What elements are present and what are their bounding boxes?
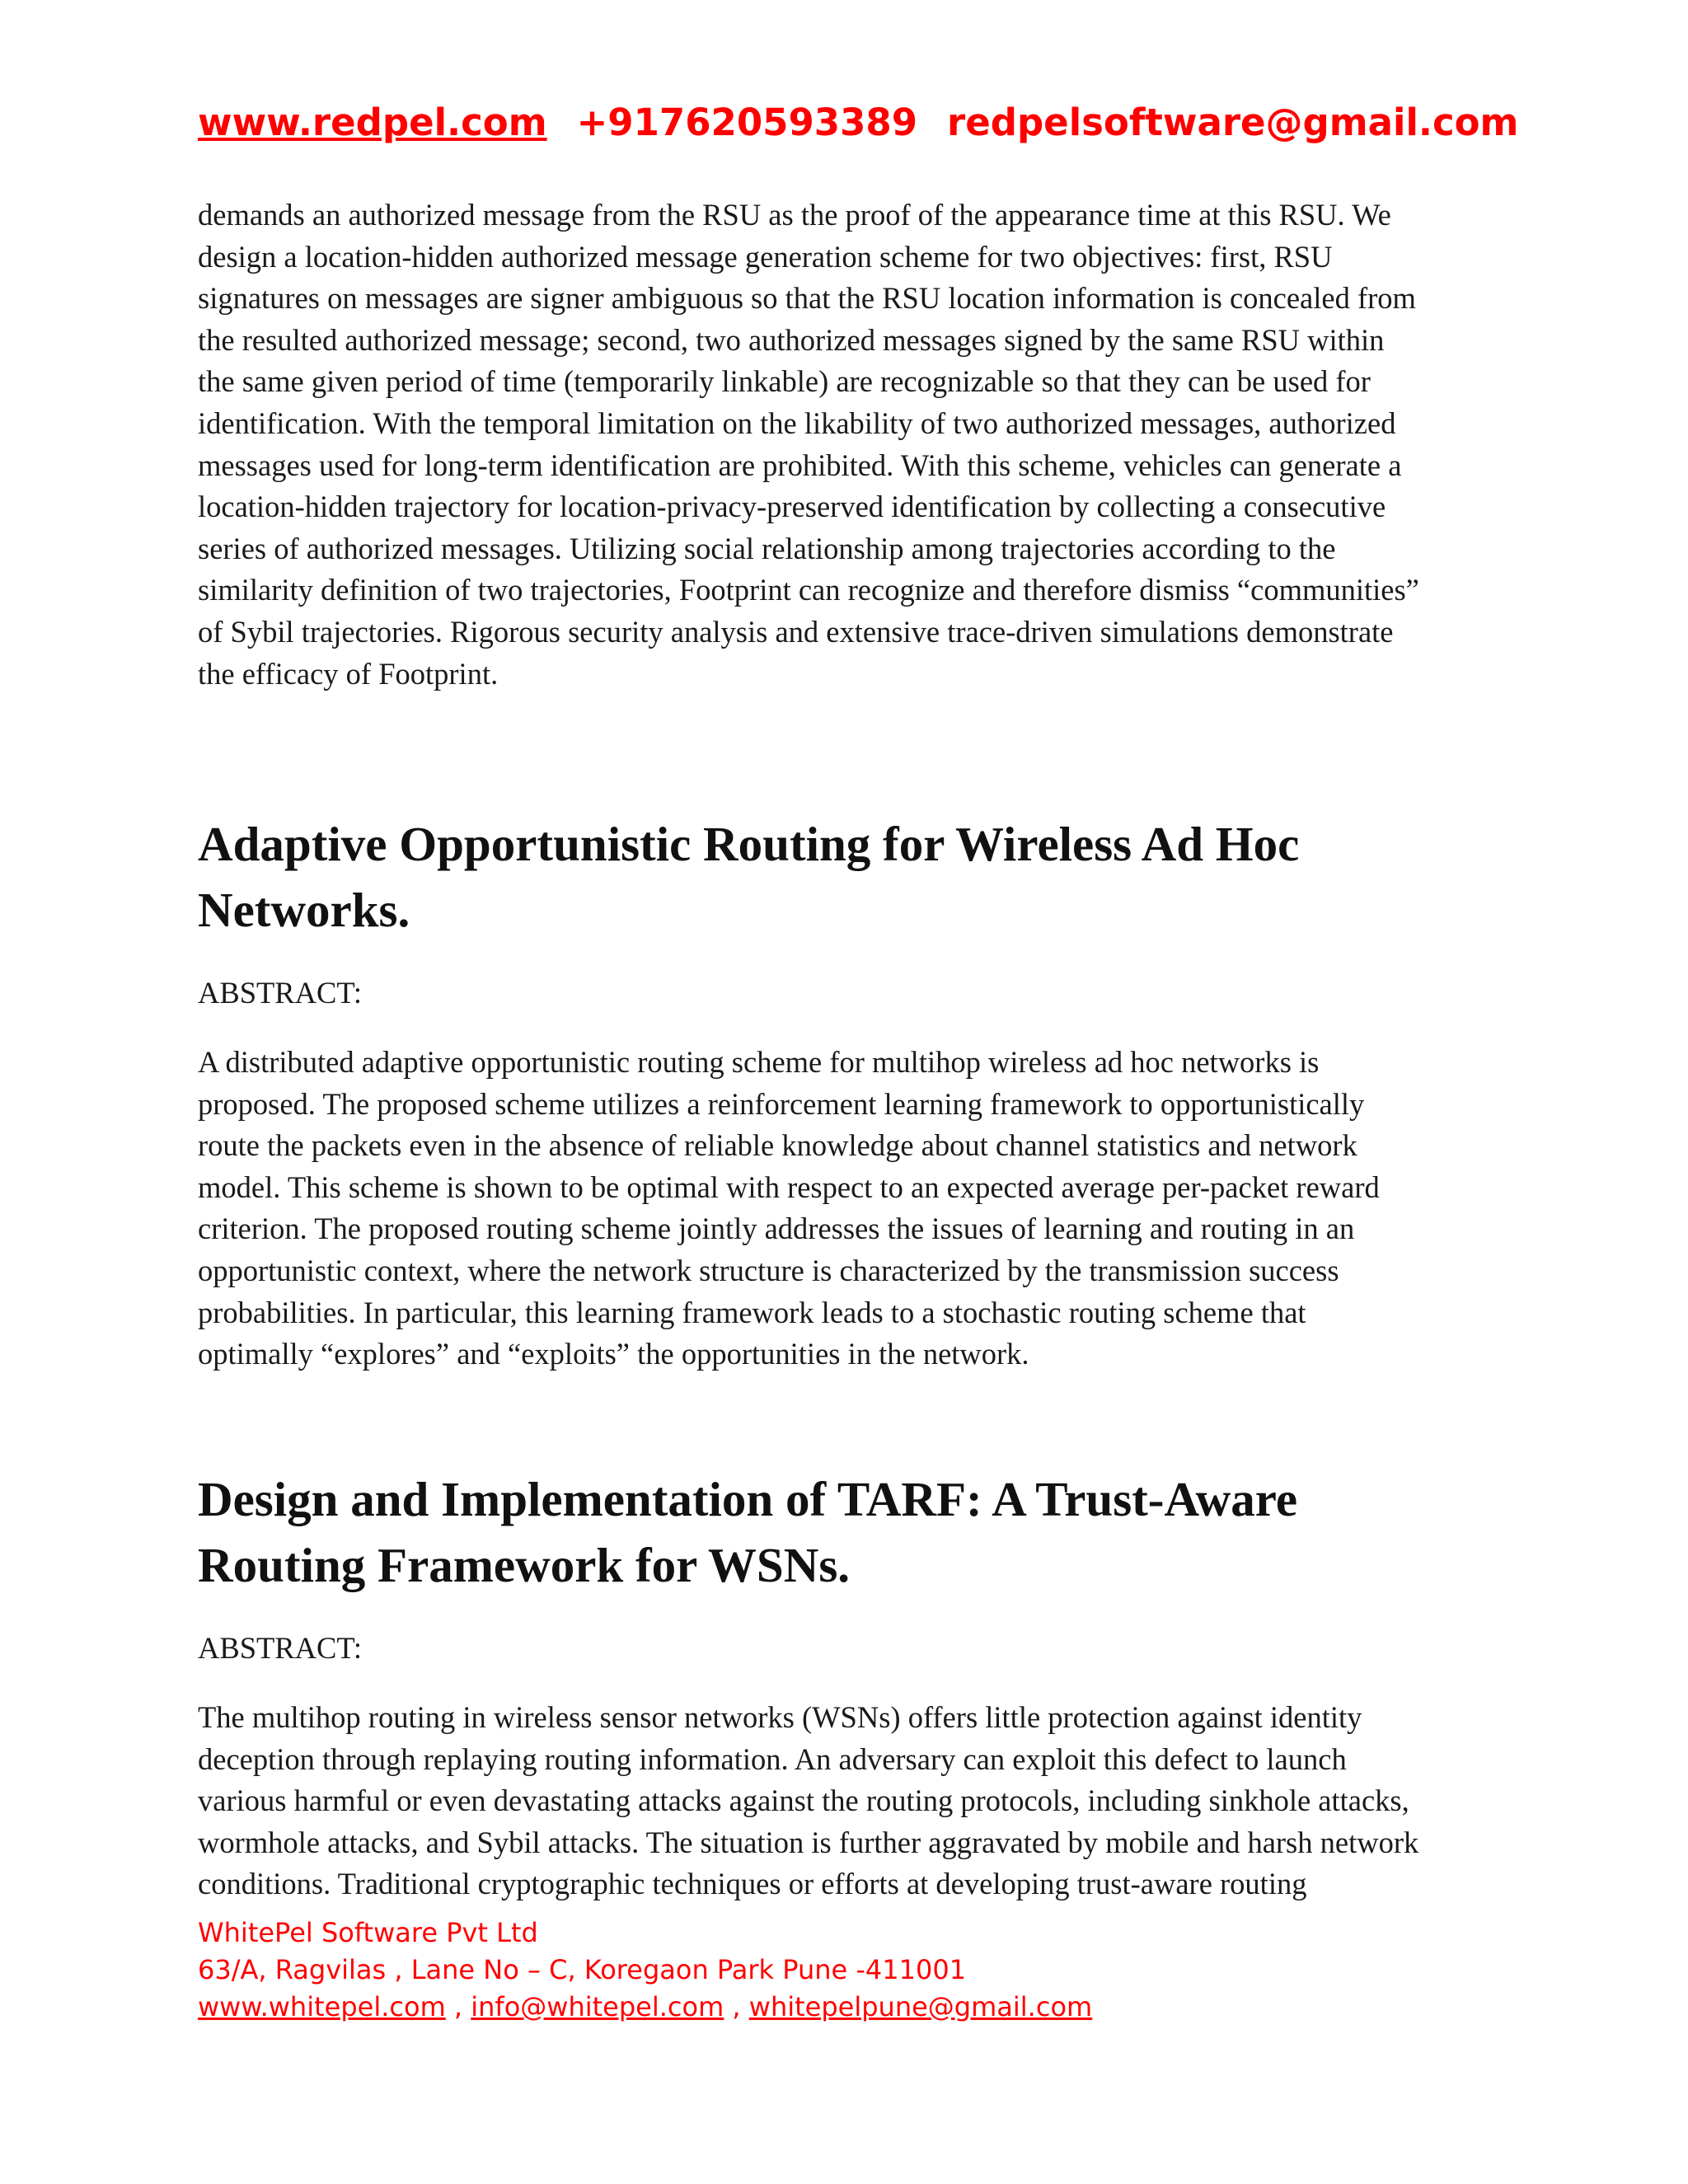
text-line: various harmful or even devastating attacks against the routing protocols, including sinkhole attacks,: [198, 1783, 1409, 1818]
text-line: proposed. The proposed scheme utilizes a reinforcement learning framework to opportunistically: [198, 1086, 1365, 1121]
gmail-email-link[interactable]: whitepelpune@gmail.com: [748, 1991, 1093, 2022]
text-line: location-hidden trajectory for location-privacy-preserved identification by collecting a consecutive: [198, 490, 1386, 524]
abstract-label: ABSTRACT:: [198, 1631, 362, 1665]
text-line: series of authorized messages. Utilizing social relationship among trajectories according to the: [198, 531, 1336, 565]
abstract-label: ABSTRACT:: [198, 976, 362, 1010]
info-email-link[interactable]: info@whitepel.com: [471, 1991, 724, 2022]
text-line: design a location-hidden authorized message generation scheme for two objectives: first, RSU: [198, 239, 1333, 274]
text-line: The multihop routing in wireless sensor networks (WSNs) offers little protection against identity: [198, 1700, 1362, 1734]
text-line: wormhole attacks, and Sybil attacks. The situation is further aggravated by mobile and harsh network: [198, 1825, 1419, 1859]
text-line: route the packets even in the absence of reliable knowledge about channel statistics and network: [198, 1128, 1357, 1163]
text-line: conditions. Traditional cryptographic techniques or efforts at developing trust-aware routing: [198, 1867, 1307, 1901]
footer-links: [198, 1989, 1092, 2026]
text-line: the efficacy of Footprint.: [198, 656, 499, 691]
footer-company: WhitePel Software Pvt Ltd: [198, 1917, 538, 1948]
intro-paragraph: [198, 194, 1517, 695]
text-line: criterion. The proposed routing scheme jointly addresses the issues of learning and routing in an: [198, 1212, 1355, 1246]
whitepel-website-link[interactable]: www.whitepel.com: [198, 1991, 446, 2022]
text-line: optimally “explores” and “exploits” the opportunities in the network.: [198, 1337, 1029, 1371]
section-title-tarf: [198, 1466, 1517, 1598]
footer-separator: ,: [445, 1991, 471, 2022]
text-line: of Sybil trajectories. Rigorous security analysis and extensive trace-driven simulations demonstrate: [198, 614, 1394, 649]
text-line: the resulted authorized message; second, two authorized messages signed by the same RSU within: [198, 322, 1385, 357]
text-line: signatures on messages are signer ambiguous so that the RSU location information is concealed from: [198, 281, 1416, 316]
contact-header: [198, 101, 1518, 144]
title-line: Adaptive Opportunistic Routing for Wireless Ad Hoc: [198, 817, 1300, 871]
text-line: model. This scheme is shown to be optimal with respect to an expected average per-packet reward: [198, 1169, 1380, 1204]
redpel-website-link[interactable]: www.redpel.com: [198, 101, 547, 144]
header-phone: +917620593389: [576, 101, 918, 144]
section-title-adaptive-routing: [198, 811, 1517, 943]
text-line: A distributed adaptive opportunistic routing scheme for multihop wireless ad hoc networks is: [198, 1045, 1320, 1079]
text-line: opportunistic context, where the network structure is characterized by the transmission success: [198, 1253, 1339, 1287]
text-line: identification. With the temporal limitation on the likability of two authorized messages, authorized: [198, 405, 1396, 440]
header-email: redpelsoftware@gmail.com: [947, 101, 1519, 144]
title-line: Routing Framework for WSNs.: [198, 1538, 851, 1592]
text-line: similarity definition of two trajectories, Footprint can recognize and therefore dismiss “communities”: [198, 573, 1419, 607]
text-line: deception through replaying routing information. An adversary can exploit this defect to launch: [198, 1741, 1347, 1776]
text-line: the same given period of time (temporarily linkable) are recognizable so that they can be used for: [198, 364, 1371, 399]
text-line: probabilities. In particular, this learning framework leads to a stochastic routing scheme that: [198, 1295, 1306, 1329]
abstract-paragraph: [198, 1042, 1517, 1376]
abstract-paragraph: [198, 1697, 1517, 1905]
company-footer: [198, 1915, 1092, 2026]
title-line: Networks.: [198, 883, 410, 937]
footer-address: 63/A, Ragvilas , Lane No – C, Koregaon Park Pune -411001: [198, 1954, 967, 1985]
text-line: messages used for long-term identification are prohibited. With this scheme, vehicles can generate a: [198, 448, 1402, 482]
footer-separator: ,: [724, 1991, 749, 2022]
text-line: demands an authorized message from the RSU as the proof of the appearance time at this RSU. We: [198, 198, 1391, 232]
title-line: Design and Implementation of TARF: A Trust-Aware: [198, 1472, 1298, 1526]
